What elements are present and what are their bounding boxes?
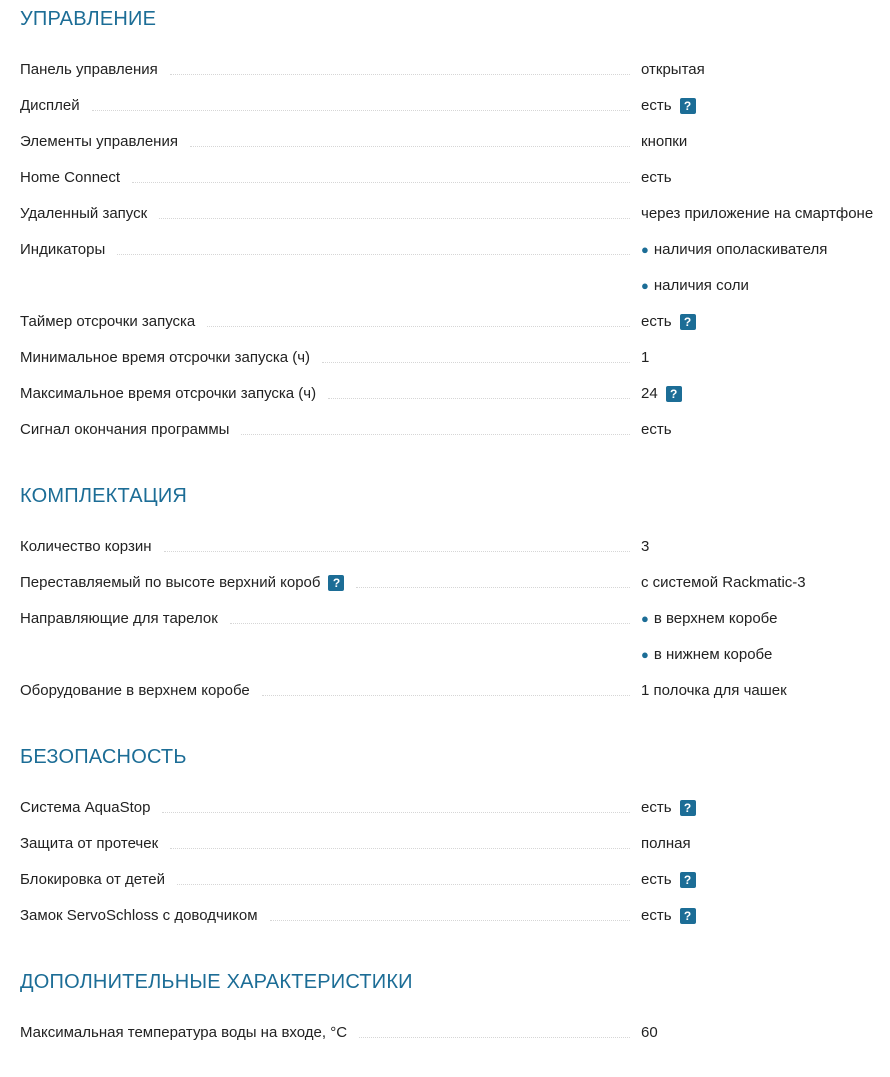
spec-label: Индикаторы	[20, 241, 106, 258]
spec-label: Блокировка от детей	[20, 871, 166, 888]
spec-row-min-delay	[20, 348, 890, 368]
dot-leader	[241, 434, 630, 435]
spec-label: Защита от протечек	[20, 835, 159, 852]
spec-row-indicators-cont	[20, 276, 890, 296]
dot-leader	[177, 884, 630, 885]
dot-leader	[132, 182, 630, 183]
dot-leader	[356, 587, 630, 588]
help-icon[interactable]: ?	[680, 314, 696, 330]
spec-row-plate-guides-cont	[20, 645, 890, 665]
dot-leader	[170, 848, 630, 849]
spec-value: наличия ополаскивателя	[653, 241, 828, 258]
spec-label: Удаленный запуск	[20, 205, 148, 222]
spec-label: Панель управления	[20, 61, 158, 78]
dot-leader	[328, 398, 630, 399]
spec-row-control-panel	[20, 60, 890, 80]
spec-row-home-connect	[20, 168, 890, 188]
spec-row-baskets	[20, 537, 890, 557]
spec-value: есть	[641, 799, 672, 816]
help-icon[interactable]: ?	[680, 800, 696, 816]
bullet-icon: ●	[641, 647, 649, 662]
section-title-equipment: КОМПЛЕКТАЦИЯ	[20, 485, 188, 507]
spec-row-servoschloss	[20, 906, 890, 926]
spec-label: Направляющие для тарелок	[20, 610, 218, 627]
spec-value: 3	[641, 538, 650, 555]
dot-leader	[322, 362, 630, 363]
dot-leader	[262, 695, 630, 696]
spec-value: 1 полочка для чашек	[641, 682, 787, 699]
spec-label: Максимальная температура воды на входе, °C	[20, 1024, 348, 1041]
help-icon[interactable]: ?	[680, 98, 696, 114]
spec-row-plate-guides	[20, 609, 890, 629]
spec-value: с системой Rackmatic-3	[641, 574, 806, 591]
spec-value: есть	[641, 313, 672, 330]
spec-label: Замок ServoSchloss с доводчиком	[20, 907, 258, 924]
help-icon[interactable]: ?	[328, 575, 344, 591]
spec-value: 24	[641, 385, 658, 402]
dot-leader	[164, 551, 630, 552]
section-title-control: УПРАВЛЕНИЕ	[20, 8, 157, 30]
bullet-icon: ●	[641, 278, 649, 293]
dot-leader	[159, 218, 630, 219]
spec-value: 1	[641, 349, 650, 366]
spec-label: Минимальное время отсрочки запуска (ч)	[20, 349, 311, 366]
spec-label: Сигнал окончания программы	[20, 421, 230, 438]
spec-value: через приложение на смартфоне	[641, 205, 874, 222]
section-title-extra: ДОПОЛНИТЕЛЬНЫЕ ХАРАКТЕРИСТИКИ	[20, 971, 413, 993]
help-icon[interactable]: ?	[680, 908, 696, 924]
spec-row-adjustable-basket	[20, 573, 890, 593]
bullet-icon: ●	[641, 242, 649, 257]
spec-label: Дисплей	[20, 97, 80, 114]
spec-value: есть	[641, 871, 672, 888]
spec-row-child-lock	[20, 870, 890, 890]
spec-value: есть	[641, 97, 672, 114]
help-icon[interactable]: ?	[680, 872, 696, 888]
section-title-safety: БЕЗОПАСНОСТЬ	[20, 746, 187, 768]
dot-leader	[162, 812, 630, 813]
dot-leader	[170, 74, 630, 75]
spec-label: Количество корзин	[20, 538, 152, 555]
dot-leader	[270, 920, 630, 921]
spec-row-remote-start	[20, 204, 890, 224]
spec-value: наличия соли	[653, 277, 749, 294]
spec-row-max-inlet-temp	[20, 1023, 890, 1043]
dot-leader	[230, 623, 630, 624]
spec-label: Максимальное время отсрочки запуска (ч)	[20, 385, 317, 402]
dot-leader	[92, 110, 630, 111]
dot-leader	[207, 326, 630, 327]
spec-row-display	[20, 96, 890, 116]
spec-row-end-signal	[20, 420, 890, 440]
spec-row-upper-basket-equipment	[20, 681, 890, 701]
spec-value: есть	[641, 421, 672, 438]
spec-value: есть	[641, 907, 672, 924]
spec-label: Оборудование в верхнем коробе	[20, 682, 250, 699]
spec-label: Переставляемый по высоте верхний короб	[20, 574, 321, 591]
spec-row-indicators	[20, 240, 890, 260]
spec-value: есть	[641, 169, 672, 186]
dot-leader	[190, 146, 630, 147]
dot-leader	[117, 254, 630, 255]
spec-row-leak-protection	[20, 834, 890, 854]
help-icon[interactable]: ?	[666, 386, 682, 402]
spec-row-delay-timer	[20, 312, 890, 332]
spec-value: в нижнем коробе	[653, 646, 773, 663]
spec-label: Система AquaStop	[20, 799, 151, 816]
spec-label: Элементы управления	[20, 133, 178, 150]
spec-value: в верхнем коробе	[653, 610, 778, 627]
bullet-icon: ●	[641, 611, 649, 626]
dot-leader	[359, 1037, 630, 1038]
spec-value: 60	[641, 1024, 658, 1041]
spec-row-max-delay	[20, 384, 890, 404]
spec-row-aquastop	[20, 798, 890, 818]
spec-value: полная	[641, 835, 691, 852]
spec-value: кнопки	[641, 133, 688, 150]
spec-value: открытая	[641, 61, 705, 78]
spec-label: Home Connect	[20, 169, 121, 186]
spec-row-controls	[20, 132, 890, 152]
spec-label: Таймер отсрочки запуска	[20, 313, 196, 330]
